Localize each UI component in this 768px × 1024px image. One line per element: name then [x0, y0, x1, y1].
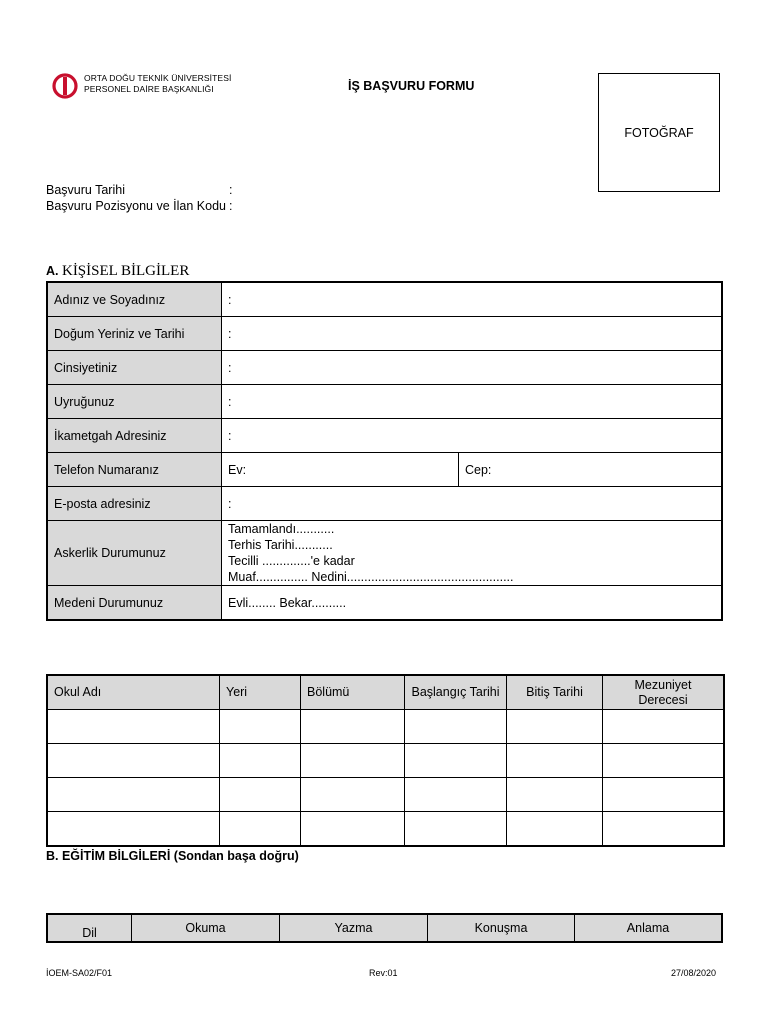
table-row — [47, 419, 722, 453]
header-end-date: Bitiş Tarihi — [507, 675, 603, 710]
table-cell[interactable] — [507, 710, 603, 744]
address-field[interactable]: : — [222, 419, 723, 453]
table-cell[interactable] — [405, 778, 507, 812]
section-a-heading — [46, 263, 189, 280]
header-school-name: Okul Adı — [47, 675, 220, 710]
table-cell[interactable] — [220, 778, 301, 812]
footer-date: 27/08/2020 — [671, 968, 717, 978]
table-row — [47, 282, 722, 317]
table-cell[interactable] — [220, 812, 301, 847]
table-row — [47, 778, 724, 812]
language-header-row — [47, 914, 722, 942]
table-cell[interactable] — [405, 812, 507, 847]
marital-field[interactable]: Evli........ Bekar.......... — [222, 586, 723, 621]
table-row — [47, 812, 724, 847]
table-cell[interactable] — [301, 744, 405, 778]
photo-box — [598, 73, 720, 192]
table-row — [47, 710, 724, 744]
education-table — [46, 674, 725, 847]
header-language: Dil — [47, 914, 132, 942]
section-b-heading: B. EĞİTİM BİLGİLERİ (Sondan başa doğru) — [46, 849, 299, 863]
table-cell[interactable] — [301, 812, 405, 847]
table-cell[interactable] — [47, 778, 220, 812]
institution-name — [84, 73, 231, 94]
nationality-field[interactable]: : — [222, 385, 723, 419]
photo-label: FOTOĞRAF — [624, 125, 694, 140]
birth-label: Doğum Yeriniz ve Tarihi — [47, 317, 222, 351]
nationality-label: Uyruğunuz — [47, 385, 222, 419]
gender-label: Cinsiyetiniz — [47, 351, 222, 385]
application-position-colon: : — [229, 199, 233, 213]
military-label: Askerlik Durumunuz — [47, 521, 222, 586]
header-department: Bölümü — [301, 675, 405, 710]
section-a-prefix: A. — [46, 264, 59, 278]
application-date-label: Başvuru Tarihi — [46, 183, 125, 197]
language-table — [46, 913, 723, 943]
address-label: İkametgah Adresiniz — [47, 419, 222, 453]
table-cell[interactable] — [220, 710, 301, 744]
gender-field[interactable]: : — [222, 351, 723, 385]
application-date-colon: : — [229, 183, 233, 197]
military-exempt: Muaf............... Nedini................................................ — [228, 570, 514, 584]
table-cell[interactable] — [603, 710, 725, 744]
table-cell[interactable] — [47, 812, 220, 847]
military-discharge-date: Terhis Tarihi........... — [228, 538, 333, 552]
phone-label: Telefon Numaranız — [47, 453, 222, 487]
application-position-label: Başvuru Pozisyonu ve İlan Kodu — [46, 199, 226, 213]
table-cell[interactable] — [603, 744, 725, 778]
odtu-logo-icon — [52, 73, 78, 99]
section-a-title: KİŞİSEL BİLGİLER — [61, 263, 190, 279]
table-row — [47, 487, 722, 521]
footer-document-code: İOEM-SA02/F01 — [46, 968, 113, 978]
table-row — [47, 351, 722, 385]
email-field[interactable]: : — [222, 487, 723, 521]
header-speaking: Konuşma — [428, 914, 575, 942]
table-cell[interactable] — [47, 744, 220, 778]
military-field[interactable] — [222, 521, 723, 586]
table-cell[interactable] — [405, 710, 507, 744]
marital-label: Medeni Durumunuz — [47, 586, 222, 621]
education-header-row — [47, 675, 724, 710]
table-cell[interactable] — [220, 744, 301, 778]
header-writing: Yazma — [280, 914, 428, 942]
table-row — [47, 586, 722, 621]
military-deferred: Tecilli ..............'e kadar — [228, 554, 355, 568]
header-location: Yeri — [220, 675, 301, 710]
email-label: E-posta adresiniz — [47, 487, 222, 521]
table-cell[interactable] — [507, 778, 603, 812]
name-label: Adınız ve Soyadınız — [47, 282, 222, 317]
table-cell[interactable] — [47, 710, 220, 744]
table-row — [47, 453, 722, 487]
header-start-date: Başlangıç Tarihi — [405, 675, 507, 710]
table-row — [47, 521, 722, 586]
table-row — [47, 317, 722, 351]
table-cell[interactable] — [507, 812, 603, 847]
military-completed: Tamamlandı........... — [228, 522, 335, 536]
personal-info-table — [46, 281, 723, 621]
table-cell[interactable] — [405, 744, 507, 778]
table-cell[interactable] — [603, 812, 725, 847]
name-field[interactable]: : — [222, 282, 723, 317]
header-graduation-degree: Mezuniyet Derecesi — [603, 675, 725, 710]
footer-revision: Rev:01 — [369, 968, 398, 978]
table-row — [47, 385, 722, 419]
header-reading: Okuma — [132, 914, 280, 942]
table-cell[interactable] — [603, 778, 725, 812]
header-understanding: Anlama — [575, 914, 723, 942]
table-cell[interactable] — [301, 710, 405, 744]
institution-name-line1: ORTA DOĞU TEKNİK ÜNİVERSİTESİ — [84, 73, 232, 83]
phone-home-field[interactable]: Ev: — [222, 453, 459, 487]
table-cell[interactable] — [507, 744, 603, 778]
form-title: İŞ BAŞVURU FORMU — [348, 79, 475, 93]
birth-field[interactable]: : — [222, 317, 723, 351]
table-cell[interactable] — [301, 778, 405, 812]
table-row — [47, 744, 724, 778]
institution-name-line2: PERSONEL DAİRE BAŞKANLIĞI — [84, 83, 214, 94]
phone-mobile-field[interactable]: Cep: — [459, 453, 723, 487]
